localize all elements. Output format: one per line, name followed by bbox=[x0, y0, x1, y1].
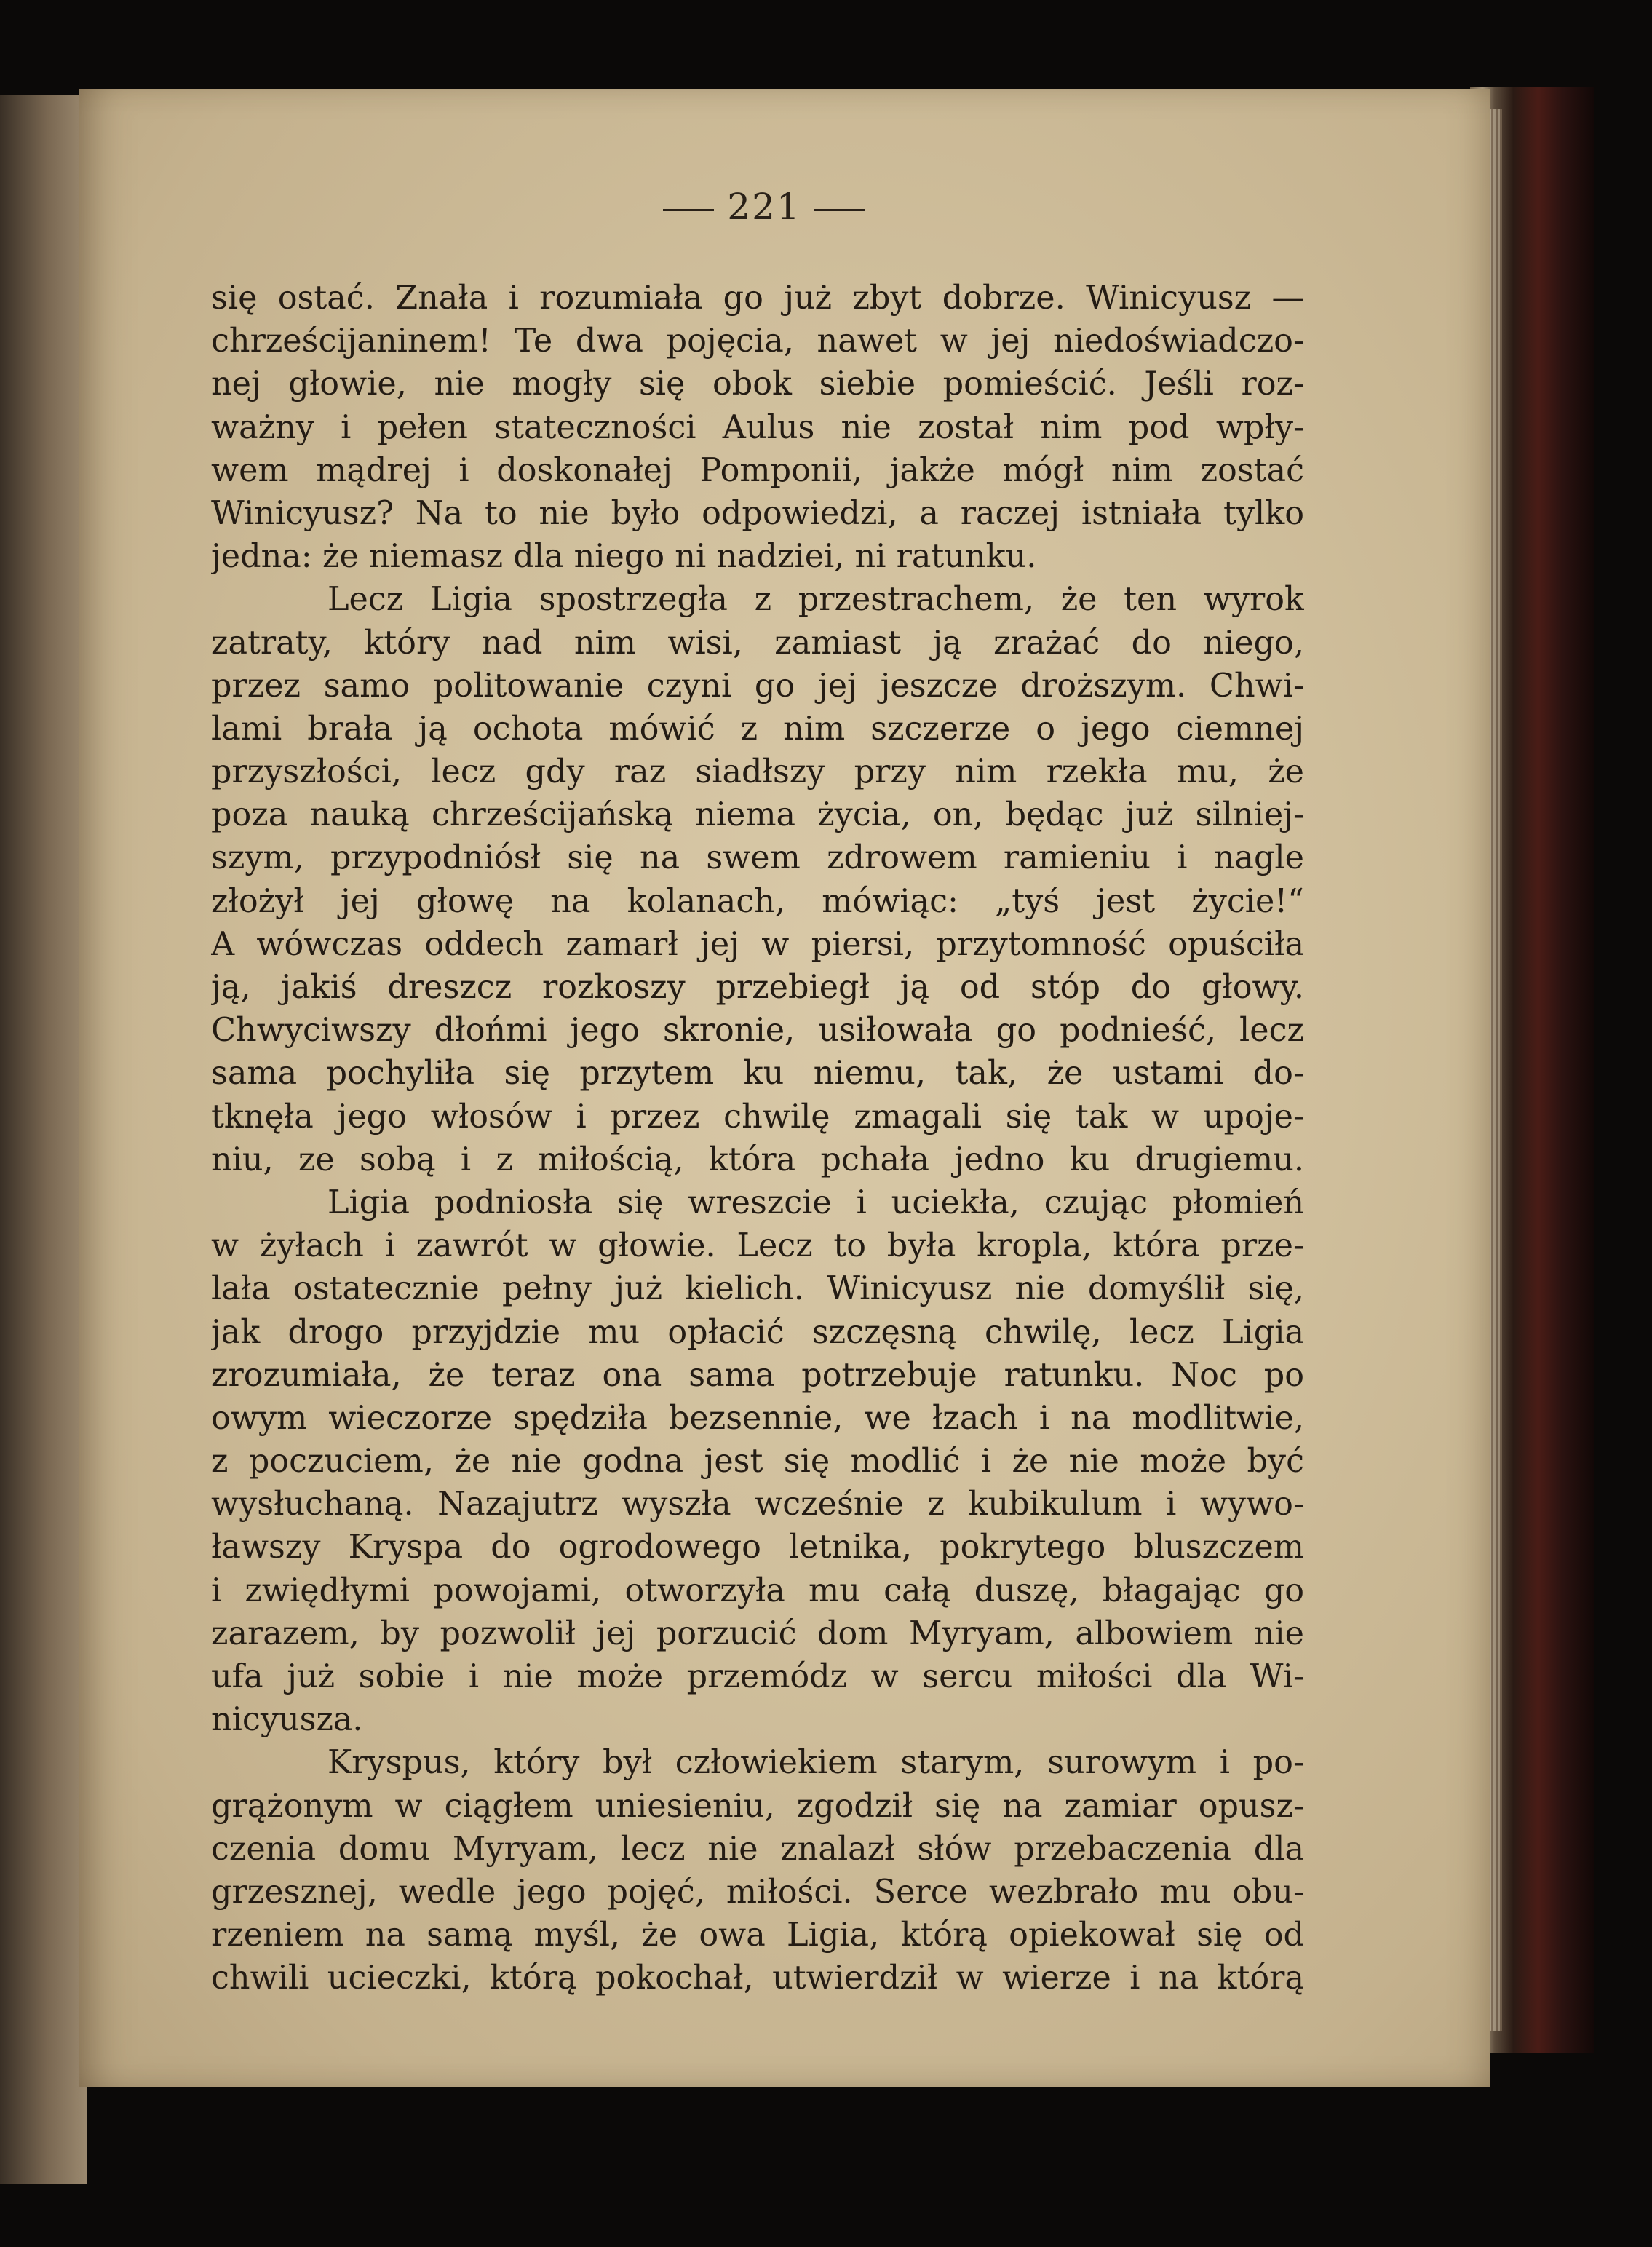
text-line: Ligia podniosła się wreszcie i uciekła, czując płomień bbox=[327, 1184, 1304, 1221]
text-line: nicyusza. bbox=[211, 1701, 363, 1739]
dash-left bbox=[663, 209, 714, 211]
text-line: poza nauką chrześcijańską niema życia, on, będąc już silniej- bbox=[211, 796, 1304, 834]
dash-right bbox=[814, 209, 865, 211]
text-line: rzeniem na samą myśl, że owa Ligia, którą opiekował się od bbox=[211, 1917, 1304, 1954]
page-number bbox=[619, 186, 910, 228]
book-left-edge bbox=[0, 95, 87, 2184]
text-line: zrozumiała, że teraz ona sama potrzebuje ratunku. Noc po bbox=[211, 1356, 1304, 1394]
text-line: się ostać. Znała i rozumiała go już zbyt dobrze. Winicyusz — bbox=[211, 280, 1304, 317]
text-line: zarazem, by pozwolił jej porzucić dom Myryam, albowiem nie bbox=[211, 1614, 1304, 1652]
text-line: w żyłach i zawrót w głowie. Lecz to była kropla, która prze- bbox=[211, 1227, 1304, 1265]
text-line: ufa już sobie i nie może przemódz w sercu miłości dla Wi- bbox=[211, 1658, 1304, 1695]
text-line: chwili ucieczki, którą pokochał, utwierdził w wierze i na którą bbox=[211, 1959, 1304, 1997]
text-line: z poczuciem, że nie godna jest się modlić i że nie może być bbox=[211, 1443, 1304, 1481]
text-line: lami brała ją ochota mówić z nim szczerze o jego ciemnej bbox=[211, 710, 1304, 748]
text-line: nej głowie, nie mogły się obok siebie pomieścić. Jeśli roz- bbox=[211, 365, 1304, 403]
text-line: jedna: że niemasz dla niego ni nadziei, ni ratunku. bbox=[211, 538, 1037, 576]
text-line: niu, ze sobą i z miłością, która pchała jedno ku drugiemu. bbox=[211, 1141, 1304, 1178]
body-text bbox=[211, 277, 1304, 2000]
text-line: ją, jakiś dreszcz rozkoszy przebiegł ją od stóp do głowy. bbox=[211, 969, 1304, 1006]
text-line: chrześcijaninem! Te dwa pojęcia, nawet w jej niedoświadczo- bbox=[211, 322, 1304, 360]
text-line: Lecz Ligia spostrzegła z przestrachem, że ten wyrok bbox=[327, 581, 1304, 619]
text-line: sama pochyliła się przytem ku niemu, tak, że ustami do- bbox=[211, 1055, 1304, 1093]
text-line: ławszy Kryspa do ogrodowego letnika, pokrytego bluszczem bbox=[211, 1529, 1304, 1566]
text-line: grążonym w ciągłem uniesieniu, zgodził się na zamiar opusz- bbox=[211, 1787, 1304, 1825]
text-line: jak drogo przyjdzie mu opłacić szczęsną chwilę, lecz Ligia bbox=[211, 1313, 1304, 1351]
text-line: Chwyciwszy dłońmi jego skronie, usiłowała go podnieść, lecz bbox=[211, 1012, 1304, 1050]
text-line: wysłuchaną. Nazajutrz wyszła wcześnie z kubikulum i wywo- bbox=[211, 1486, 1304, 1523]
text-line: szym, przypodniósł się na swem zdrowem ramieniu i nagle bbox=[211, 839, 1304, 877]
text-line: Winicyusz? Na to nie było odpowiedzi, a raczej istniała tylko bbox=[211, 494, 1304, 532]
text-line: zatraty, który nad nim wisi, zamiast ją zrażać do niego, bbox=[211, 624, 1304, 662]
text-line: przez samo politowanie czyni go jej jeszcze droższym. Chwi- bbox=[211, 667, 1304, 705]
text-line: ważny i pełen stateczności Aulus nie został nim pod wpły- bbox=[211, 408, 1304, 446]
text-line: złożył jej głowę na kolanach, mówiąc: „tyś jest życie!“ bbox=[211, 882, 1304, 920]
text-line: grzesznej, wedle jego pojęć, miłości. Serce wezbrało mu obu- bbox=[211, 1873, 1304, 1911]
text-line: lała ostatecznie pełny już kielich. Winicyusz nie domyślił się, bbox=[211, 1270, 1304, 1308]
page-number-value: 221 bbox=[727, 186, 801, 228]
text-line: Kryspus, który był człowiekiem starym, surowym i po- bbox=[327, 1744, 1304, 1782]
text-line: wem mądrej i doskonałej Pomponii, jakże mógł nim zostać bbox=[211, 451, 1304, 489]
text-line: owym wieczorze spędziła bezsennie, we łzach i na modlitwie, bbox=[211, 1399, 1304, 1437]
text-line: A wówczas oddech zamarł jej w piersi, przytomność opuściła bbox=[211, 925, 1304, 963]
text-line: czenia domu Myryam, lecz nie znalazł słów przebaczenia dla bbox=[211, 1830, 1304, 1868]
text-line: tknęła jego włosów i przez chwilę zmagali się tak w upoje- bbox=[211, 1098, 1304, 1136]
text-line: przyszłości, lecz gdy raz siadłszy przy nim rzekła mu, że bbox=[211, 753, 1304, 791]
text-line: i zwiędłymi powojami, otworzyła mu całą duszę, błagając go bbox=[211, 1572, 1304, 1609]
